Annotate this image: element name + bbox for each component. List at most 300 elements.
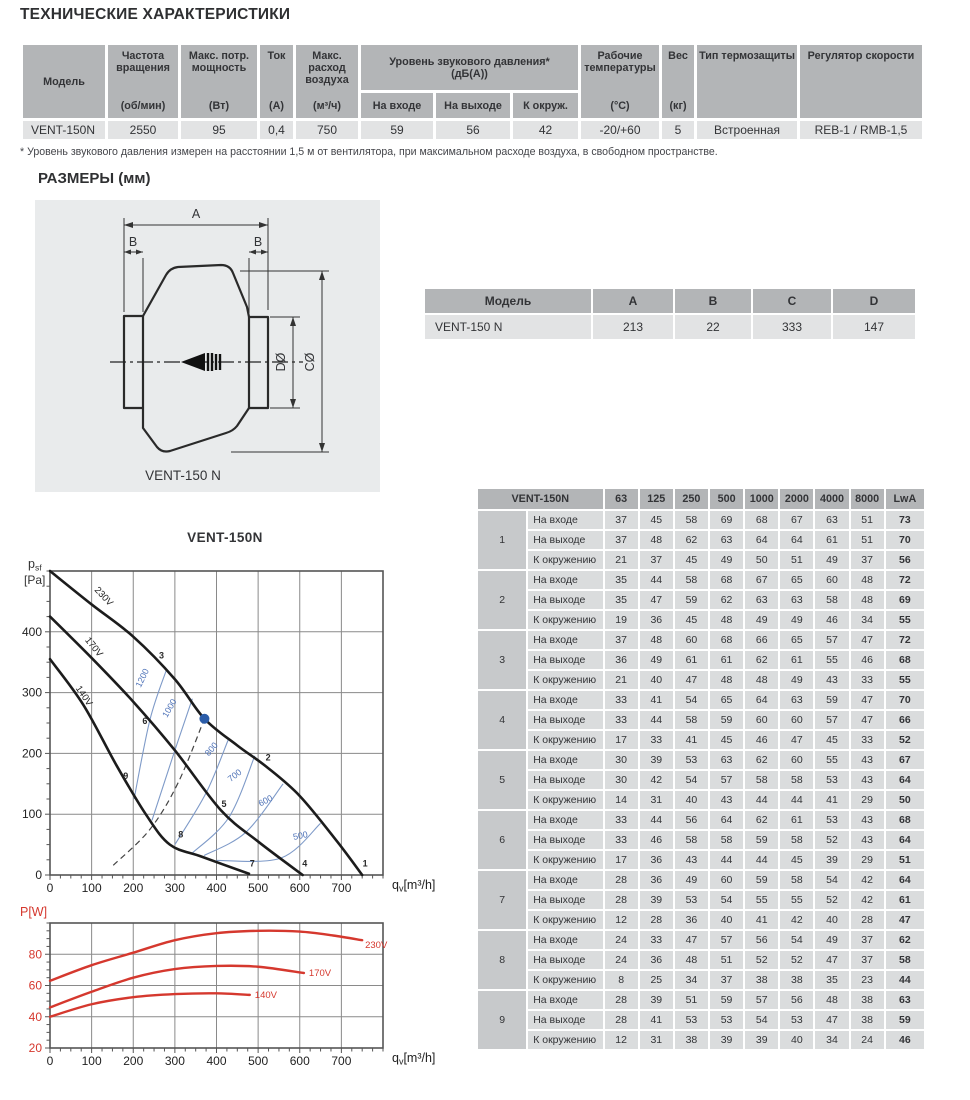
acoustic-value: 60 xyxy=(780,711,813,729)
acoustic-value: 40 xyxy=(780,1031,813,1049)
acoustic-value: 58 xyxy=(745,771,778,789)
acoustic-header-freq: 2000 xyxy=(780,489,813,509)
svg-text:5: 5 xyxy=(221,798,227,809)
acoustic-value: 41 xyxy=(675,731,708,749)
acoustic-value: 63 xyxy=(780,591,813,609)
acoustic-lwa-value: 72 xyxy=(886,571,924,589)
svg-text:400: 400 xyxy=(206,881,227,895)
acoustic-speed-number: 1 xyxy=(478,511,526,569)
acoustic-value: 43 xyxy=(675,851,708,869)
acoustic-value: 54 xyxy=(710,891,743,909)
acoustic-lwa-value: 72 xyxy=(886,631,924,649)
acoustic-value: 59 xyxy=(675,591,708,609)
acoustic-value: 63 xyxy=(710,751,743,769)
acoustic-speed-number: 3 xyxy=(478,631,526,689)
acoustic-lwa-value: 68 xyxy=(886,651,924,669)
acoustic-row-label: На выходе xyxy=(528,891,602,909)
acoustic-value: 58 xyxy=(675,711,708,729)
acoustic-value: 43 xyxy=(851,771,884,789)
acoustic-value: 34 xyxy=(675,971,708,989)
axis-ticks xyxy=(45,923,383,1053)
acoustic-value: 33 xyxy=(605,711,638,729)
rpm-label: 700 xyxy=(225,766,244,784)
svg-text:7: 7 xyxy=(249,858,255,869)
acoustic-value: 57 xyxy=(815,631,848,649)
acoustic-data-row xyxy=(478,711,924,729)
acoustic-value: 17 xyxy=(605,851,638,869)
spec-header-power: Макс. потр. мощность (Вт) xyxy=(181,45,257,118)
acoustic-data-row xyxy=(478,631,924,649)
acoustic-value: 61 xyxy=(780,811,813,829)
acoustic-value: 25 xyxy=(640,971,673,989)
acoustic-value: 38 xyxy=(780,971,813,989)
acoustic-value: 47 xyxy=(815,951,848,969)
acoustic-lwa-value: 68 xyxy=(886,811,924,829)
acoustic-value: 59 xyxy=(745,871,778,889)
acoustic-value: 47 xyxy=(851,711,884,729)
acoustic-value: 49 xyxy=(675,871,708,889)
svg-text:40: 40 xyxy=(28,1009,42,1024)
svg-text:600: 600 xyxy=(289,1054,310,1068)
acoustic-value: 61 xyxy=(815,531,848,549)
page-title: ТЕХНИЧЕСКИЕ ХАРАКТЕРИСТИКИ xyxy=(20,6,291,23)
acoustic-lwa-value: 46 xyxy=(886,1031,924,1049)
acoustic-row-label: На входе xyxy=(528,991,602,1009)
acoustic-lwa-value: 64 xyxy=(886,871,924,889)
rpm-curve-600 xyxy=(204,784,283,856)
acoustic-speed-number: 2 xyxy=(478,571,526,629)
acoustic-value: 63 xyxy=(745,591,778,609)
acoustic-value: 28 xyxy=(851,911,884,929)
acoustic-data-row xyxy=(478,891,924,909)
acoustic-row-label: На входе xyxy=(528,751,602,769)
rpm-curves xyxy=(133,667,320,862)
acoustic-data-row xyxy=(478,971,924,989)
acoustic-value: 40 xyxy=(675,791,708,809)
system-resistance-curve xyxy=(113,719,204,866)
svg-text:20: 20 xyxy=(28,1041,42,1055)
acoustic-value: 62 xyxy=(745,751,778,769)
acoustic-value: 60 xyxy=(675,631,708,649)
acoustic-value: 40 xyxy=(815,911,848,929)
spec-subheader-noise-amb: К окруж. xyxy=(513,93,578,118)
svg-text:60: 60 xyxy=(28,978,42,993)
acoustic-value: 66 xyxy=(745,631,778,649)
svg-text:200: 200 xyxy=(123,1054,144,1068)
svg-text:1: 1 xyxy=(362,858,368,869)
acoustic-value: 67 xyxy=(745,571,778,589)
acoustic-value: 44 xyxy=(640,711,673,729)
acoustic-value: 63 xyxy=(815,511,848,529)
acoustic-lwa-value: 52 xyxy=(886,731,924,749)
svg-text:8: 8 xyxy=(178,829,184,840)
acoustic-lwa-value: 63 xyxy=(886,991,924,1009)
acoustic-row-label: На выходе xyxy=(528,951,602,969)
svg-text:0: 0 xyxy=(46,881,54,895)
acoustic-row-label: На выходе xyxy=(528,531,602,549)
spec-header-model: Модель xyxy=(23,45,105,118)
acoustic-value: 67 xyxy=(780,511,813,529)
acoustic-value: 48 xyxy=(745,671,778,689)
acoustic-lwa-value: 51 xyxy=(886,851,924,869)
acoustic-lwa-value: 44 xyxy=(886,971,924,989)
spec-value-power: 95 xyxy=(181,121,257,139)
svg-text:9: 9 xyxy=(123,770,129,781)
acoustic-value: 14 xyxy=(605,791,638,809)
acoustic-value: 50 xyxy=(745,551,778,569)
acoustic-value: 47 xyxy=(780,731,813,749)
acoustic-value: 53 xyxy=(710,1011,743,1029)
acoustic-value: 33 xyxy=(640,931,673,949)
acoustic-value: 45 xyxy=(640,511,673,529)
acoustic-value: 47 xyxy=(640,591,673,609)
spec-header-airflow: Макс. расход воздуха (м³/ч) xyxy=(296,45,358,118)
acoustic-row-label: На выходе xyxy=(528,711,602,729)
acoustic-value: 51 xyxy=(780,551,813,569)
acoustic-value: 40 xyxy=(640,671,673,689)
acoustic-value: 46 xyxy=(745,731,778,749)
acoustic-value: 36 xyxy=(605,651,638,669)
acoustic-data-row xyxy=(478,991,924,1009)
dimensions-table xyxy=(423,287,917,341)
dim-label-d: DØ xyxy=(274,352,288,372)
svg-text:0: 0 xyxy=(35,868,42,882)
acoustic-value: 41 xyxy=(640,691,673,709)
acoustic-value: 31 xyxy=(640,791,673,809)
acoustic-value: 49 xyxy=(780,671,813,689)
power-curve-170V xyxy=(50,966,304,1008)
acoustic-header-freq: LwA xyxy=(886,489,924,509)
power-consumption-chart xyxy=(0,900,460,1078)
fan-chart-ylabel-unit: [Pa] xyxy=(24,573,46,587)
acoustic-value: 37 xyxy=(851,551,884,569)
acoustic-value: 56 xyxy=(675,811,708,829)
x-tick-labels xyxy=(47,1054,352,1068)
acoustic-value: 62 xyxy=(710,591,743,609)
acoustic-value: 34 xyxy=(851,611,884,629)
acoustic-header-freq: 125 xyxy=(640,489,673,509)
acoustic-row-label: На входе xyxy=(528,811,602,829)
acoustic-value: 35 xyxy=(605,571,638,589)
acoustic-value: 59 xyxy=(745,831,778,849)
acoustic-row-label: На выходе xyxy=(528,831,602,849)
sound-pressure-footnote: * Уровень звукового давления измерен на расстоянии 1,5 м от вентилятора, при максимальном расходе воздуха, в свободном пространстве. xyxy=(20,146,718,158)
acoustic-data-row xyxy=(478,571,924,589)
spec-header-current: Ток (А) xyxy=(260,45,293,118)
power-chart-xlabel: $q_v[m^3/h]$ xyxy=(392,1051,436,1067)
acoustic-value: 38 xyxy=(851,1011,884,1029)
acoustic-lwa-value: 67 xyxy=(886,751,924,769)
acoustic-value: 46 xyxy=(851,651,884,669)
acoustic-value: 36 xyxy=(675,911,708,929)
chart-grid xyxy=(50,571,383,875)
acoustic-value: 35 xyxy=(605,591,638,609)
svg-text:6: 6 xyxy=(142,716,148,727)
acoustic-speed-number: 8 xyxy=(478,931,526,989)
acoustic-value: 53 xyxy=(780,1011,813,1029)
acoustic-value: 33 xyxy=(605,831,638,849)
acoustic-value: 35 xyxy=(815,971,848,989)
acoustic-value: 63 xyxy=(780,691,813,709)
svg-text:300: 300 xyxy=(164,1054,185,1068)
acoustic-value: 57 xyxy=(710,771,743,789)
acoustic-data-row xyxy=(478,1011,924,1029)
svg-text:500: 500 xyxy=(248,1054,269,1068)
acoustic-value: 64 xyxy=(710,811,743,829)
acoustic-value: 48 xyxy=(640,531,673,549)
rpm-label: 1000 xyxy=(160,697,179,720)
acoustic-lwa-value: 50 xyxy=(886,791,924,809)
acoustic-header-row xyxy=(478,489,924,509)
power-curve-label-230V: 230V xyxy=(365,940,388,951)
dimensions-title: РАЗМЕРЫ (мм) xyxy=(38,170,151,187)
rpm-label: 1200 xyxy=(133,666,151,689)
acoustic-value: 48 xyxy=(710,671,743,689)
svg-text:700: 700 xyxy=(331,1054,352,1068)
svg-text:700: 700 xyxy=(331,881,352,895)
acoustic-value: 30 xyxy=(605,771,638,789)
acoustic-value: 45 xyxy=(710,731,743,749)
dimension-arrowheads xyxy=(124,222,325,452)
dim-header-d: D xyxy=(833,289,915,313)
acoustic-value: 59 xyxy=(815,691,848,709)
acoustic-value: 44 xyxy=(640,571,673,589)
acoustic-value: 24 xyxy=(851,1031,884,1049)
acoustic-value: 56 xyxy=(780,991,813,1009)
acoustic-value: 54 xyxy=(780,931,813,949)
acoustic-value: 55 xyxy=(780,891,813,909)
acoustic-row-label: На входе xyxy=(528,571,602,589)
acoustic-speed-number: 5 xyxy=(478,751,526,809)
acoustic-value: 60 xyxy=(710,871,743,889)
chart-grid xyxy=(50,923,383,1048)
acoustic-value: 48 xyxy=(640,631,673,649)
svg-text:600: 600 xyxy=(289,881,310,895)
acoustic-row-label: К окружению xyxy=(528,911,602,929)
acoustic-value: 24 xyxy=(605,931,638,949)
acoustic-speed-number: 6 xyxy=(478,811,526,869)
acoustic-data-row xyxy=(478,871,924,889)
acoustic-data-row xyxy=(478,931,924,949)
acoustic-value: 69 xyxy=(710,511,743,529)
fan-chart-xlabel: $q_v[m^3/h]$ xyxy=(392,878,436,894)
acoustic-value: 37 xyxy=(605,511,638,529)
svg-text:300: 300 xyxy=(21,685,42,700)
acoustic-row-label: На выходе xyxy=(528,591,602,609)
acoustic-value: 24 xyxy=(605,951,638,969)
y-tick-labels xyxy=(29,947,43,1055)
acoustic-value: 33 xyxy=(851,731,884,749)
acoustic-value: 49 xyxy=(780,611,813,629)
acoustic-value: 68 xyxy=(745,511,778,529)
svg-text:400: 400 xyxy=(21,624,42,639)
acoustic-value: 21 xyxy=(605,671,638,689)
acoustic-value: 45 xyxy=(675,611,708,629)
spec-value-weight: 5 xyxy=(662,121,694,139)
acoustic-lwa-value: 70 xyxy=(886,691,924,709)
dim-label-b-left: B xyxy=(128,235,138,249)
acoustic-value: 44 xyxy=(745,851,778,869)
acoustic-value: 33 xyxy=(851,671,884,689)
acoustic-data-row xyxy=(478,751,924,769)
curve-label-140V: 140V xyxy=(72,683,95,709)
acoustic-value: 48 xyxy=(710,611,743,629)
power-curve-label-140V: 140V xyxy=(254,990,277,1001)
acoustic-speed-number: 4 xyxy=(478,691,526,749)
svg-text:400: 400 xyxy=(206,1054,227,1068)
acoustic-value: 39 xyxy=(640,891,673,909)
acoustic-value: 47 xyxy=(851,691,884,709)
acoustic-value: 49 xyxy=(745,611,778,629)
acoustic-header-freq: 63 xyxy=(605,489,638,509)
acoustic-data-row xyxy=(478,791,924,809)
dim-value-c: 333 xyxy=(753,315,831,339)
acoustic-data-row xyxy=(478,691,924,709)
acoustic-value: 52 xyxy=(745,951,778,969)
acoustic-value: 53 xyxy=(675,1011,708,1029)
acoustic-value: 12 xyxy=(605,911,638,929)
acoustic-value: 51 xyxy=(851,511,884,529)
acoustic-value: 44 xyxy=(640,811,673,829)
acoustic-value: 28 xyxy=(640,911,673,929)
acoustic-value: 57 xyxy=(815,711,848,729)
acoustic-row-label: На входе xyxy=(528,871,602,889)
acoustic-value: 28 xyxy=(605,891,638,909)
acoustic-value: 53 xyxy=(815,811,848,829)
acoustic-value: 64 xyxy=(745,691,778,709)
svg-text:3: 3 xyxy=(159,650,165,661)
acoustic-value: 41 xyxy=(640,1011,673,1029)
svg-text:100: 100 xyxy=(21,807,42,822)
acoustic-value: 48 xyxy=(675,951,708,969)
acoustic-value: 65 xyxy=(780,571,813,589)
acoustic-value: 19 xyxy=(605,611,638,629)
acoustic-value: 60 xyxy=(780,751,813,769)
acoustic-row-label: На входе xyxy=(528,631,602,649)
acoustic-value: 41 xyxy=(815,791,848,809)
spec-header-noise-group: Уровень звукового давления* (дБ(А)) xyxy=(361,45,578,90)
acoustic-data-row xyxy=(478,951,924,969)
acoustic-value: 39 xyxy=(640,751,673,769)
acoustic-value: 37 xyxy=(851,931,884,949)
acoustic-data-row xyxy=(478,811,924,829)
acoustic-value: 45 xyxy=(780,851,813,869)
acoustic-value: 39 xyxy=(745,1031,778,1049)
acoustic-value: 28 xyxy=(605,871,638,889)
acoustic-value: 28 xyxy=(605,991,638,1009)
dim-header-b: B xyxy=(675,289,751,313)
acoustic-value: 42 xyxy=(780,911,813,929)
spec-value-noise-in: 59 xyxy=(361,121,433,139)
acoustic-row-label: К окружению xyxy=(528,791,602,809)
acoustic-value: 43 xyxy=(851,831,884,849)
acoustic-value: 39 xyxy=(640,991,673,1009)
y-tick-labels xyxy=(22,625,42,882)
spec-value-airflow: 750 xyxy=(296,121,358,139)
acoustic-lwa-value: 58 xyxy=(886,951,924,969)
acoustic-value: 43 xyxy=(815,671,848,689)
acoustic-value: 58 xyxy=(675,511,708,529)
dim-value-model: VENT-150 N xyxy=(425,315,591,339)
dimension-drawing-panel xyxy=(35,200,380,492)
svg-text:0: 0 xyxy=(46,1054,54,1068)
spec-header-temp: Рабочие температуры (°С) xyxy=(581,45,659,118)
acoustic-value: 39 xyxy=(815,851,848,869)
acoustic-header-freq: 250 xyxy=(675,489,708,509)
acoustic-value: 54 xyxy=(675,771,708,789)
acoustic-value: 52 xyxy=(815,831,848,849)
acoustic-value: 36 xyxy=(640,951,673,969)
acoustic-value: 55 xyxy=(745,891,778,909)
acoustic-value: 46 xyxy=(640,831,673,849)
acoustic-row-label: К окружению xyxy=(528,971,602,989)
dimension-lines xyxy=(124,218,329,452)
spec-subheader-noise-in: На входе xyxy=(361,93,433,118)
acoustic-data-row xyxy=(478,551,924,569)
acoustic-value: 57 xyxy=(745,991,778,1009)
acoustic-header-freq: 1000 xyxy=(745,489,778,509)
acoustic-row-label: На входе xyxy=(528,931,602,949)
acoustic-value: 49 xyxy=(640,651,673,669)
acoustic-value: 58 xyxy=(780,771,813,789)
fan-chart-ylabel: $p_{sf}$ xyxy=(28,557,42,573)
acoustic-data-row xyxy=(478,591,924,609)
spec-value-regulator: REB-1 / RMB-1,5 xyxy=(800,121,922,139)
acoustic-lwa-value: 73 xyxy=(886,511,924,529)
dim-label-c: CØ xyxy=(303,352,317,372)
dim-label-b-right: B xyxy=(253,235,263,249)
acoustic-data-row xyxy=(478,731,924,749)
acoustic-value: 37 xyxy=(851,951,884,969)
acoustic-lwa-value: 47 xyxy=(886,911,924,929)
acoustic-value: 54 xyxy=(745,1011,778,1029)
acoustic-value: 12 xyxy=(605,1031,638,1049)
acoustic-data-row xyxy=(478,611,924,629)
fan-performance-chart xyxy=(0,550,460,902)
acoustic-header-model: VENT-150N xyxy=(478,489,603,509)
acoustic-value: 23 xyxy=(851,971,884,989)
dim-value-a: 213 xyxy=(593,315,673,339)
acoustic-row-label: На входе xyxy=(528,511,602,529)
spec-value-current: 0,4 xyxy=(260,121,293,139)
acoustic-value: 54 xyxy=(675,691,708,709)
acoustic-value: 38 xyxy=(675,1031,708,1049)
acoustic-row-label: На выходе xyxy=(528,771,602,789)
acoustic-value: 47 xyxy=(675,931,708,949)
acoustic-value: 61 xyxy=(710,651,743,669)
acoustic-value: 38 xyxy=(851,991,884,1009)
acoustic-value: 52 xyxy=(780,951,813,969)
acoustic-value: 49 xyxy=(710,551,743,569)
acoustic-value: 55 xyxy=(815,751,848,769)
dim-value-d: 147 xyxy=(833,315,915,339)
acoustic-row-label: К окружению xyxy=(528,1031,602,1049)
spec-header-weight: Вес (кг) xyxy=(662,45,694,118)
acoustic-row-label: На входе xyxy=(528,691,602,709)
acoustic-value: 58 xyxy=(710,831,743,849)
acoustic-value: 37 xyxy=(605,631,638,649)
acoustic-value: 33 xyxy=(605,811,638,829)
acoustic-speed-number: 7 xyxy=(478,871,526,929)
svg-text:80: 80 xyxy=(28,947,42,962)
acoustic-value: 55 xyxy=(815,651,848,669)
acoustic-lwa-value: 64 xyxy=(886,831,924,849)
dim-header-a: A xyxy=(593,289,673,313)
acoustic-value: 44 xyxy=(745,791,778,809)
acoustic-lwa-value: 66 xyxy=(886,711,924,729)
acoustic-value: 30 xyxy=(605,751,638,769)
acoustic-value: 60 xyxy=(815,571,848,589)
